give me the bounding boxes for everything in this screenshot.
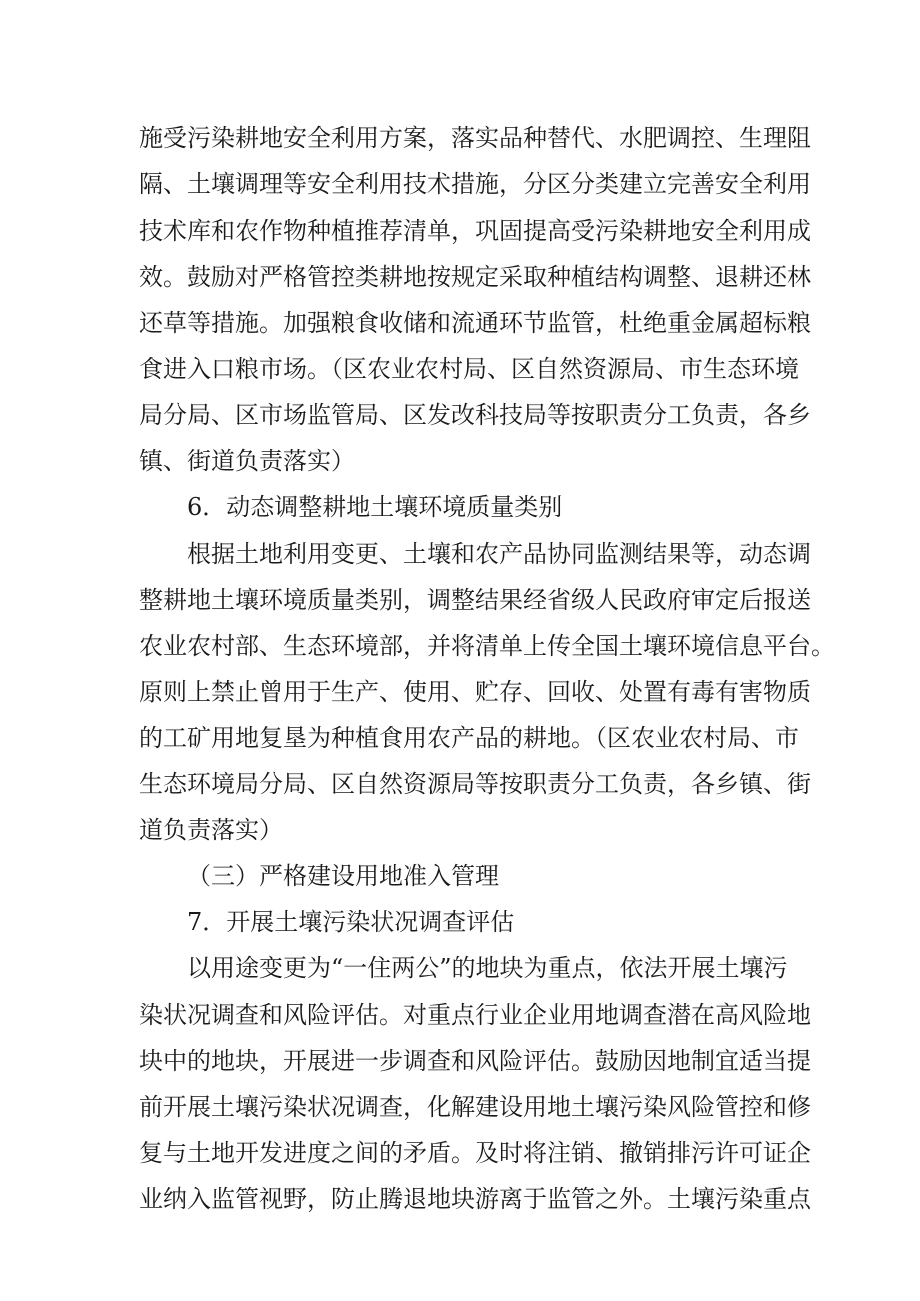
section-heading-3: （三）严格建设用地准入管理 <box>187 862 499 890</box>
text-line: 镇、街道负责落实） <box>139 447 355 475</box>
text-line: 局分局、区市场监管局、区发改科技局等按职责分工负责，各乡 <box>139 401 811 429</box>
text-line: 生态环境局分局、区自然资源局等按职责分工负责，各乡镇、街 <box>139 770 811 798</box>
text-line: 技术库和农作物种植推荐清单，巩固提高受污染耕地安全利用成 <box>139 217 811 245</box>
heading-item-6: 6．动态调整耕地土壤环境质量类别 <box>187 493 563 521</box>
text-line: 道负责落实） <box>139 816 283 844</box>
text-line: 农业农村部、生态环境部，并将清单上传全国土壤环境信息平台。 <box>139 632 835 660</box>
text-line: 还草等措施。加强粮食收储和流通环节监管，杜绝重金属超标粮 <box>139 309 811 337</box>
text-line: 整耕地土壤环境质量类别，调整结果经省级人民政府审定后报送 <box>139 586 811 614</box>
text-line: 块中的地块，开展进一步调查和风险评估。鼓励因地制宜适当提 <box>139 1047 811 1075</box>
text-line: 以用途变更为“一住两公”的地块为重点，依法开展土壤污 <box>187 954 788 982</box>
text-line: 业纳入监管视野，防止腾退地块游离于监管之外。土壤污染重点 <box>139 1185 811 1213</box>
text-line: 复与土地开发进度之间的矛盾。及时将注销、撤销排污许可证企 <box>139 1139 811 1167</box>
text-line: 染状况调查和风险评估。对重点行业企业用地调查潜在高风险地 <box>139 1001 811 1029</box>
text-line: 前开展土壤污染状况调查，化解建设用地土壤污染风险管控和修 <box>139 1093 811 1121</box>
text-line: 原则上禁止曾用于生产、使用、贮存、回收、处置有毒有害物质 <box>139 678 811 706</box>
text-line: 食进入口粮市场。（区农业农村局、区自然资源局、市生态环境 <box>139 355 799 383</box>
text-line: 效。鼓励对严格管控类耕地按规定采取种植结构调整、退耕还林 <box>139 263 811 291</box>
heading-item-7: 7．开展土壤污染状况调查评估 <box>187 908 515 936</box>
text-line: 施受污染耕地安全利用方案，落实品种替代、水肥调控、生理阻 <box>139 124 811 152</box>
text-line: 根据土地利用变更、土壤和农产品协同监测结果等，动态调 <box>187 540 811 568</box>
text-line: 的工矿用地复垦为种植食用农产品的耕地。（区农业农村局、市 <box>139 724 799 752</box>
text-line: 隔、土壤调理等安全利用技术措施，分区分类建立完善安全利用 <box>139 170 811 198</box>
